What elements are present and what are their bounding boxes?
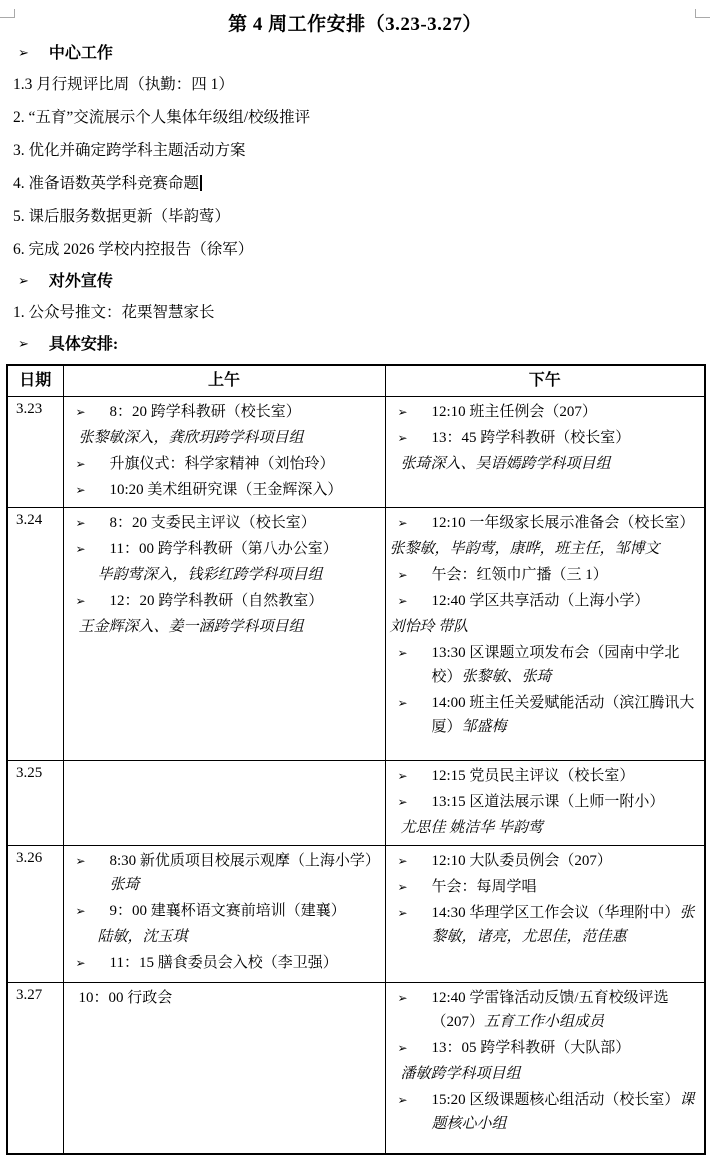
table-row [7,397,705,508]
schedule-entry [386,790,701,814]
entry-text: 升旗仪式：科学家精神（刘怡玲） [109,456,335,472]
date-cell: 3.25 [7,761,63,846]
arrow-bullet-icon: ➢ [397,880,408,894]
participant-names: 刘怡玲 带队 [389,619,469,635]
participant-names: 张黎敏，诸亮，尤思佳，范佳惠 [431,905,695,945]
arrow-bullet-icon: ➢ [75,594,86,608]
column-header-morning: 上午 [63,365,385,397]
arrow-bullet-icon: ➢ [75,956,86,970]
arrow-bullet-icon: ➢ [397,769,408,783]
date-cell: 3.26 [7,846,63,983]
participants-note [64,615,381,639]
participant-names: 王金辉深入、姜一涵跨学科项目组 [78,619,304,635]
participant-names: 陆敏，沈玉琪 [97,929,188,945]
entry-text: 15:20 区级课题核心组活动（校长室） [431,1092,680,1108]
entry-text: 13:30 区课题立项发布会（园南中学北校） [431,645,680,685]
list-item-text: 3. 优化并确定跨学科主题活动方案 [13,142,246,159]
participant-names: 张琦深入、吴语嫣跨学科项目组 [400,456,611,472]
section-heading-label: 具体安排: [48,336,119,353]
entry-text: 9：00 建襄杯语文赛前培训（建襄） [109,903,346,919]
section-heading-detailed-schedule [18,334,710,356]
afternoon-cell [385,761,705,846]
arrow-bullet-icon: ➢ [75,542,86,556]
participants-note [64,563,381,587]
schedule-entry [386,1036,701,1060]
participant-names: 潘敏跨学科项目组 [400,1066,521,1082]
participant-names: 张黎敏、张琦 [461,669,552,685]
center-work-list [0,73,710,261]
list-item [13,106,710,129]
schedule-entry [64,452,381,476]
schedule-entry [386,563,701,587]
arrow-bullet-icon: ➢ [397,1093,408,1107]
list-item [13,238,710,261]
arrow-bullet-icon: ➢ [75,483,86,497]
schedule-entry [386,691,701,739]
participant-names: 课题核心小组 [431,1092,695,1132]
afternoon-cell [385,397,705,508]
entry-text: 12:15 党员民主评议（校长室） [431,768,635,784]
schedule-entry [386,986,701,1034]
arrow-bullet-icon: ➢ [75,516,86,530]
entry-text: 14:30 华理学区工作会议（华理附中） [431,905,680,921]
page-margin-corner-right [695,9,710,18]
participants-note [386,1062,701,1086]
date-cell: 3.23 [7,397,63,508]
entry-text: 14:00 班主任关爱赋能活动（滨江腾讯大厦） [431,695,695,735]
afternoon-cell [385,846,705,983]
entry-text: 12：20 跨学科教研（自然教室） [109,593,324,609]
entry-text: 8：20 支委民主评议（校长室） [109,515,316,531]
schedule-entry [386,901,701,949]
participant-names: 邹盛梅 [461,719,507,735]
arrow-bullet-icon: ➢ [75,854,86,868]
participants-note [386,537,701,561]
arrow-bullet-icon: ➢ [18,45,29,60]
schedule-table [6,364,706,1155]
list-item-text: 5. 课后服务数据更新（毕韵莺） [13,208,231,225]
arrow-bullet-icon: ➢ [397,405,408,419]
schedule-entry [386,875,701,899]
schedule-entry [64,537,381,561]
section-heading-label: 对外宣传 [48,273,113,290]
schedule-entry [64,511,381,535]
schedule-table-body [7,397,705,1154]
morning-cell [63,846,385,983]
morning-cell [63,508,385,761]
schedule-entry [386,764,701,788]
schedule-entry [64,589,381,613]
participant-names: 张黎敏，毕韵莺，康晔，班主任，邹博文 [389,541,660,557]
arrow-bullet-icon: ➢ [397,594,408,608]
column-header-afternoon: 下午 [385,365,705,397]
entry-text: 午会：红领巾广播（三 1） [431,567,608,583]
schedule-entry [64,478,381,502]
afternoon-cell [385,983,705,1154]
text-cursor [200,175,202,191]
schedule-entry [64,899,381,923]
arrow-bullet-icon: ➢ [397,906,408,920]
participants-note [386,816,701,840]
entry-text: 8：20 跨学科教研（校长室） [109,404,301,420]
arrow-bullet-icon: ➢ [397,516,408,530]
schedule-entry [386,400,701,424]
participants-note [64,426,381,450]
arrow-bullet-icon: ➢ [18,273,29,288]
schedule-entry [386,641,701,689]
arrow-bullet-icon: ➢ [397,991,408,1005]
arrow-bullet-icon: ➢ [18,336,29,351]
list-item [13,172,710,195]
participant-names: 五育工作小组成员 [484,1014,605,1030]
page-title: 第 4 周工作安排（3.23-3.27） [228,14,482,35]
schedule-entry [64,400,381,424]
participants-note [386,615,701,639]
list-item [13,73,710,96]
arrow-bullet-icon: ➢ [397,431,408,445]
arrow-bullet-icon: ➢ [397,854,408,868]
entry-text: 12:40 学区共享活动（上海小学） [431,593,650,609]
schedule-entry [386,589,701,613]
entry-text: 11：00 跨学科教研（第八办公室） [109,541,338,557]
column-header-date: 日期 [7,365,63,397]
table-row [7,846,705,983]
entry-text: 12:10 一年级家长展示准备会（校长室） [431,515,695,531]
table-row [7,508,705,761]
entry-text: 10：00 行政会 [78,990,173,1006]
list-item [13,139,710,162]
participant-names: 张琦 [109,877,140,893]
entry-text: 12:10 大队委员例会（207） [431,853,612,869]
entry-text: 12:40 学雷锋活动反馈/五育校级评选（207） [431,990,669,1030]
morning-cell [63,761,385,846]
schedule-entry [64,951,381,975]
afternoon-cell [385,508,705,761]
list-item-text: 2. “五育”交流展示个人集体年级组/校级推评 [13,109,311,126]
participants-note [386,452,701,476]
section-heading-center-work [18,43,710,65]
arrow-bullet-icon: ➢ [397,568,408,582]
section-heading-publicity [18,271,710,293]
arrow-bullet-icon: ➢ [75,405,86,419]
list-item-text: 1.3 月行规评比周（执勤：四 1） [13,76,234,93]
schedule-entry [386,1088,701,1136]
entry-text: 13:15 区道法展示课（上师一附小） [431,794,665,810]
list-item-text: 6. 完成 2026 学校内控报告（徐军） [13,241,254,258]
entry-text: 11：15 膳食委员会入校（李卫强） [109,955,338,971]
entry-text: 8:30 新优质项目校展示观摩（上海小学） [109,853,380,869]
participants-note [64,925,381,949]
list-item-text: 1. 公众号推文：花栗智慧家长 [13,304,215,321]
schedule-entry [386,511,701,535]
participant-names: 毕韵莺深入，钱彩红跨学科项目组 [97,567,323,583]
participant-names: 尤思佳 姚洁华 毕韵莺 [400,820,544,836]
list-item-text: 4. 准备语数英学科竞赛命题 [13,175,200,192]
entry-text: 12:10 班主任例会（207） [431,404,597,420]
page-margin-corner-left [0,9,15,18]
morning-cell [63,397,385,508]
arrow-bullet-icon: ➢ [397,696,408,710]
entry-text: 10:20 美术组研究课（王金辉深入） [109,482,343,498]
list-item [13,205,710,228]
table-header-row [7,365,705,397]
list-item [13,301,710,324]
arrow-bullet-icon: ➢ [397,646,408,660]
morning-cell [63,983,385,1154]
date-cell: 3.24 [7,508,63,761]
schedule-entry [386,849,701,873]
table-row [7,983,705,1154]
section-heading-label: 中心工作 [48,45,113,62]
arrow-bullet-icon: ➢ [397,795,408,809]
arrow-bullet-icon: ➢ [75,457,86,471]
date-cell: 3.27 [7,983,63,1154]
schedule-entry [386,426,701,450]
arrow-bullet-icon: ➢ [75,904,86,918]
entry-text: 13：05 跨学科教研（大队部） [431,1040,631,1056]
schedule-entry [64,849,381,897]
participants-note [64,986,381,1010]
publicity-list [0,301,710,324]
table-row [7,761,705,846]
entry-text: 午会：每周学唱 [431,879,537,895]
arrow-bullet-icon: ➢ [397,1041,408,1055]
entry-text: 13：45 跨学科教研（校长室） [431,430,631,446]
participant-names: 张黎敏深入，龚欣玥跨学科项目组 [78,430,304,446]
